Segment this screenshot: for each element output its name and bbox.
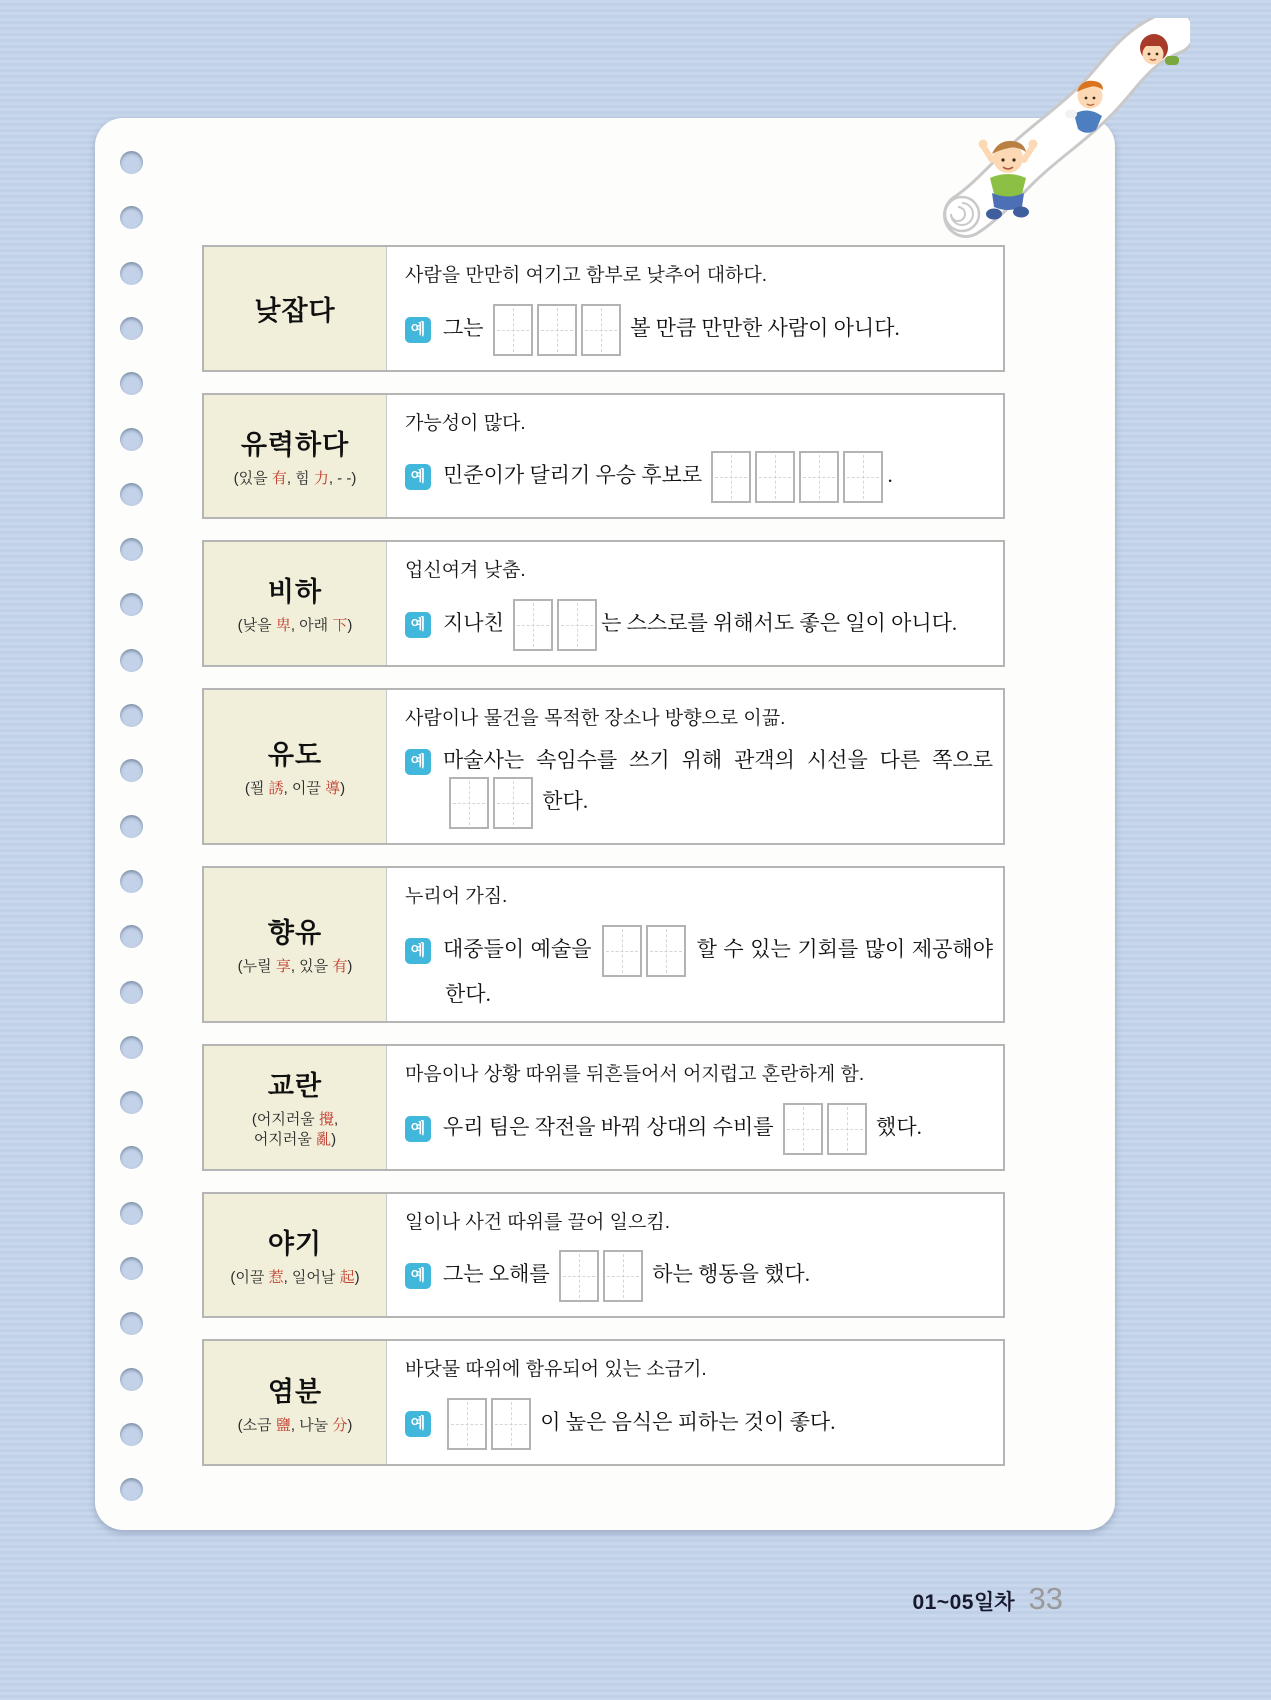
hanja-gloss-text: , 아래 [290, 617, 333, 635]
binder-hole [120, 981, 143, 1004]
hanja-character: 有 [271, 469, 287, 487]
example-text: . [887, 463, 893, 488]
example-text: 지나친 [443, 610, 510, 635]
example-text: 하는 행동을 했다. [646, 1262, 810, 1287]
example-sentence [405, 1248, 993, 1304]
entry-word: 유도 [267, 740, 323, 771]
answer-box[interactable] [799, 451, 839, 503]
content-cell [387, 247, 1003, 370]
example-text: 이 높은 음식은 피하는 것이 좋다. [535, 1409, 836, 1434]
hanja-line [238, 616, 353, 636]
example-text: 대중들이 예술을 [443, 936, 599, 961]
example-sentence [405, 597, 993, 653]
day-label: 일차 [973, 1591, 1015, 1614]
answer-box[interactable] [513, 599, 553, 651]
answer-box[interactable] [602, 925, 642, 977]
binder-hole [120, 870, 143, 893]
hanja-gloss-text: ) [340, 780, 346, 798]
example-text: 는 스스로를 위해서도 좋은 일이 아니다. [601, 610, 958, 635]
hanja-character: 卑 [275, 617, 291, 635]
binder-hole [120, 317, 143, 340]
hanja-character: 有 [332, 958, 348, 976]
hanja-character: 誘 [268, 780, 284, 798]
example-sentence [405, 1101, 993, 1157]
binder-hole [120, 649, 143, 672]
hanja-gloss-text: (어지러울 [251, 1111, 319, 1129]
binder-hole [120, 1368, 143, 1391]
example-text: 우리 팀은 작전을 바꿔 상대의 수비를 [443, 1114, 779, 1139]
hanja-gloss-text: ) [347, 1416, 353, 1434]
example-badge: 예 [405, 1116, 431, 1142]
answer-box[interactable] [559, 1250, 599, 1302]
answer-box[interactable] [581, 304, 621, 356]
hanja-gloss-text: (꾈 [244, 780, 269, 798]
vocab-entry [202, 393, 1005, 520]
content-cell [387, 1194, 1003, 1317]
answer-box[interactable] [711, 451, 751, 503]
word-cell [204, 542, 387, 665]
hanja-annotation [238, 957, 353, 977]
vocab-entry [202, 1192, 1005, 1319]
definition-text: 사람을 만만히 여기고 함부로 낮추어 대하다. [405, 265, 768, 286]
example-badge: 예 [405, 464, 431, 490]
word-cell [204, 1194, 387, 1317]
example-badge: 예 [405, 1263, 431, 1289]
vocab-entry [202, 1339, 1005, 1466]
hanja-gloss-text: ) [331, 1131, 337, 1149]
hanja-character: 亂 [316, 1131, 332, 1149]
example-sentence [405, 1396, 993, 1452]
hanja-gloss-text: 어지러울 [253, 1131, 317, 1149]
example-text: 볼 만큼 만만한 사람이 아니다. [624, 315, 900, 340]
answer-box[interactable] [827, 1103, 867, 1155]
answer-boxes [513, 599, 597, 651]
binder-hole [120, 925, 143, 948]
binder-hole [120, 704, 143, 727]
answer-box[interactable] [557, 599, 597, 651]
word-cell [204, 868, 387, 1021]
hanja-gloss-text: , [333, 1111, 339, 1129]
hanja-character: 導 [325, 780, 341, 798]
answer-boxes [493, 304, 621, 356]
example-text: 그는 오해를 [443, 1262, 555, 1287]
page-footer [912, 1581, 1063, 1617]
hanja-line [230, 1268, 359, 1288]
answer-box[interactable] [493, 777, 533, 829]
hanja-gloss-text: (소금 [237, 1416, 276, 1434]
page-number: 33 [1028, 1581, 1063, 1616]
binder-hole [120, 151, 143, 174]
binder-hole [120, 1423, 143, 1446]
answer-box[interactable] [783, 1103, 823, 1155]
hanja-annotation [238, 1416, 353, 1436]
content-cell [387, 395, 1003, 518]
binder-hole [120, 1036, 143, 1059]
binder-hole [120, 1312, 143, 1335]
binder-hole [120, 815, 143, 838]
example-text: 그는 [443, 315, 489, 340]
entry-word: 향유 [267, 918, 323, 949]
word-cell [204, 690, 387, 843]
binder-hole [120, 538, 143, 561]
definition-text: 업신여겨 낮춤. [405, 560, 526, 582]
content-cell [387, 1046, 1003, 1169]
hanja-line [245, 779, 345, 799]
hanja-character: 鹽 [275, 1416, 291, 1434]
binder-hole [120, 1146, 143, 1169]
hanja-gloss-text: , 힘 [286, 469, 314, 487]
hanja-line [238, 957, 353, 977]
definition-text: 마음이나 상황 따위를 뒤흔들어서 어지럽고 혼란하게 함. [405, 1064, 865, 1086]
answer-box[interactable] [537, 304, 577, 356]
example-sentence [405, 449, 993, 505]
vocab-entry [202, 1044, 1005, 1171]
vocab-entry [202, 245, 1005, 372]
hanja-annotation [234, 469, 357, 489]
hanja-gloss-text: (누릴 [237, 958, 276, 976]
binder-hole [120, 1091, 143, 1114]
hanja-character: 攪 [318, 1111, 334, 1129]
example-text: 할 수 있는 기회를 많이 제공해야 한다. [445, 936, 993, 1006]
definition-text: 일이나 사건 따위를 끌어 일으킴. [405, 1211, 670, 1233]
hanja-gloss-text: , 이끌 [283, 780, 326, 798]
binder-hole [120, 206, 143, 229]
hanja-character: 下 [332, 617, 348, 635]
example-badge: 예 [405, 1411, 431, 1437]
answer-box[interactable] [755, 451, 795, 503]
content-cell [387, 868, 1003, 1021]
entry-word: 야기 [267, 1228, 323, 1259]
example-sentence [405, 745, 993, 831]
definition-text: 사람이나 물건을 목적한 장소나 방향으로 이끎. [405, 707, 786, 729]
binder-hole [120, 1257, 143, 1280]
binder-hole [120, 428, 143, 451]
answer-box[interactable] [493, 304, 533, 356]
hanja-character: 惹 [268, 1268, 284, 1286]
example-text: 마술사는 속임수를 쓰기 위해 관객의 시선을 다른 쪽으로 [443, 747, 993, 772]
hanja-gloss-text: (이끌 [230, 1268, 269, 1286]
hanja-annotation [238, 616, 353, 636]
day-range: 01~05 [912, 1591, 974, 1614]
example-sentence [405, 302, 993, 358]
hanja-line [252, 1130, 338, 1150]
word-cell [204, 1046, 387, 1169]
word-cell [204, 247, 387, 370]
binder-hole [120, 759, 143, 782]
definition-text: 바닷물 따위에 함유되어 있는 소금기. [405, 1359, 707, 1381]
hanja-gloss-text: (낮을 [237, 617, 276, 635]
answer-box[interactable] [603, 1250, 643, 1302]
answer-boxes [602, 925, 686, 977]
hanja-character: 起 [339, 1268, 355, 1286]
content-cell [387, 542, 1003, 665]
binder-hole [120, 372, 143, 395]
answer-boxes [559, 1250, 643, 1302]
answer-box[interactable] [843, 451, 883, 503]
definition-text: 가능성이 많다. [405, 412, 526, 434]
hanja-line [252, 1110, 338, 1130]
entries [202, 245, 1005, 1466]
example-badge: 예 [405, 749, 431, 775]
hanja-character: 力 [313, 469, 329, 487]
hanja-line [234, 469, 357, 489]
binder-hole [120, 262, 143, 285]
entry-word: 염분 [267, 1376, 323, 1407]
vocab-entry [202, 540, 1005, 667]
definition-text: 누리어 가짐. [405, 886, 508, 907]
binder-hole [120, 1478, 143, 1501]
answer-boxes [783, 1103, 867, 1155]
answer-box[interactable] [491, 1398, 531, 1450]
answer-boxes [449, 777, 533, 829]
binder-hole [120, 593, 143, 616]
notebook-page [95, 118, 1115, 1530]
hanja-gloss-text: ) [354, 1268, 360, 1286]
example-sentence [405, 923, 993, 1009]
binder-hole [120, 1202, 143, 1225]
entry-word: 교란 [267, 1071, 323, 1102]
answer-boxes [447, 1398, 531, 1450]
vocab-entry [202, 688, 1005, 845]
hanja-gloss-text: ) [347, 617, 353, 635]
example-text: 한다. [537, 788, 589, 813]
hanja-gloss-text: (있을 [233, 469, 272, 487]
entry-word: 유력하다 [240, 429, 350, 460]
hanja-gloss-text: , 일어날 [283, 1268, 340, 1286]
answer-box[interactable] [449, 777, 489, 829]
hanja-annotation [230, 1268, 359, 1288]
hanja-gloss-text: , 있을 [290, 958, 333, 976]
example-badge: 예 [405, 938, 431, 964]
word-cell [204, 395, 387, 518]
content-cell [387, 690, 1003, 843]
entry-word: 낮잡다 [254, 295, 336, 326]
kids-paper-slide-illustration [918, 18, 1190, 240]
example-badge: 예 [405, 612, 431, 638]
answer-boxes [711, 451, 883, 503]
content-cell [387, 1341, 1003, 1464]
word-cell [204, 1341, 387, 1464]
hanja-annotation [245, 779, 345, 799]
hanja-annotation [252, 1110, 338, 1151]
hanja-line [238, 1416, 353, 1436]
answer-box[interactable] [447, 1398, 487, 1450]
hanja-character: 分 [332, 1416, 348, 1434]
hanja-gloss-text: , 나눌 [290, 1416, 333, 1434]
binder-hole [120, 483, 143, 506]
example-text: 민준이가 달리기 우승 후보로 [443, 463, 708, 488]
answer-box[interactable] [646, 925, 686, 977]
hanja-character: 享 [275, 958, 291, 976]
hanja-gloss-text: ) [347, 958, 353, 976]
vocab-entry [202, 866, 1005, 1023]
hanja-gloss-text: , - -) [328, 469, 357, 487]
entry-word: 비하 [267, 577, 323, 608]
example-badge: 예 [405, 317, 431, 343]
example-text: 했다. [870, 1114, 922, 1139]
